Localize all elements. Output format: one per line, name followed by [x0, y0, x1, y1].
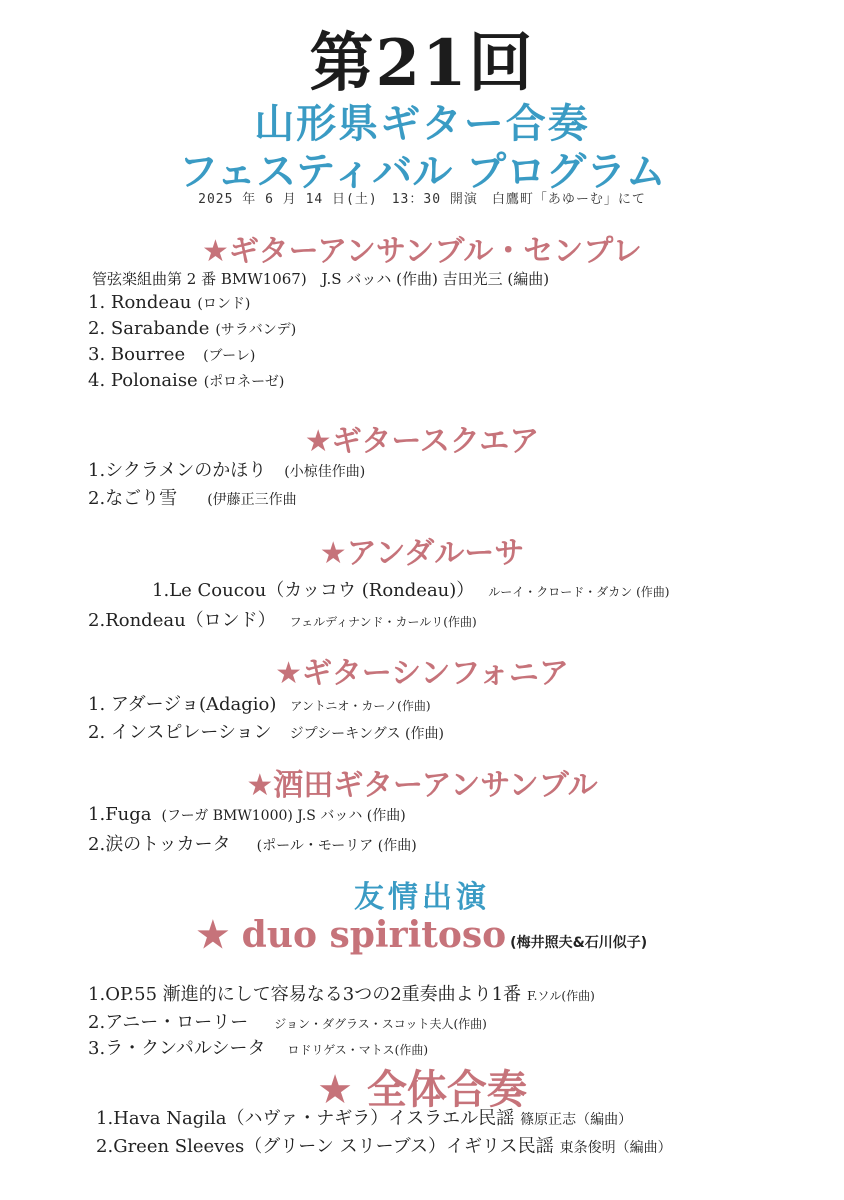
item-title: シクラメンのかほり: [105, 460, 267, 481]
item-number: 2.: [88, 1012, 106, 1033]
item-note: 篠原正志（編曲）: [520, 1112, 633, 1128]
program-item: [96, 1132, 672, 1158]
item-number: 2.: [88, 610, 106, 631]
item-number: 1.: [88, 460, 106, 481]
program-item: [88, 344, 255, 365]
item-title: ラ・クンパルシータ: [105, 1038, 266, 1059]
program-item: [88, 718, 444, 744]
item-title: Hava Nagila（ハヴァ・ナギラ）イスラエル民謡: [113, 1108, 515, 1129]
item-number: 2.: [88, 318, 106, 339]
item-note: ルーイ・クロード・ダカン (作曲): [488, 585, 670, 599]
program-item: [88, 830, 417, 856]
group-heading-sempre: ★ギターアンサンブル・センプレ: [202, 234, 642, 269]
item-title: Green Sleeves（グリーン スリーブス）イギリス民謡: [113, 1136, 554, 1157]
item-title: Rondeau（ロンド）: [105, 610, 276, 631]
item-number: 1.: [88, 804, 106, 825]
festival-title-line2: フェスティバル プログラム: [178, 149, 666, 195]
program-item: [88, 318, 296, 339]
program-item: [152, 576, 669, 602]
item-title: OP.55 漸進的にして容易なる3つの2重奏曲より1番: [105, 984, 522, 1005]
program-item: [88, 1034, 428, 1060]
item-number: 2.: [88, 488, 106, 509]
item-number: 1.: [88, 694, 106, 715]
item-note: (ブーレ): [203, 348, 256, 364]
item-note: ジプシーキングス (作曲): [289, 726, 444, 742]
program-item: [88, 292, 250, 313]
group-heading-duo: [0, 914, 844, 956]
program-item: [88, 370, 284, 391]
item-title: 涙のトッカータ: [105, 834, 231, 855]
item-note: アントニオ・カーノ(作曲): [290, 699, 431, 713]
item-note: (小椋佳作曲): [284, 464, 366, 480]
item-title: Rondeau: [110, 292, 192, 313]
item-number: 1.: [96, 1108, 114, 1129]
item-note: フェルディナンド・カールリ(作曲): [289, 615, 477, 629]
item-number: 2.: [88, 834, 106, 855]
item-title: なごり雪: [105, 488, 178, 509]
program-item: [88, 606, 477, 632]
festival-title-line1: 山形県ギター合奏: [254, 101, 590, 147]
item-note: ジョン・ダグラス・スコット夫人(作曲): [274, 1017, 487, 1031]
item-number: 4.: [88, 370, 106, 391]
item-note: (伊藤正三作曲: [207, 492, 297, 508]
program-item: [88, 690, 431, 716]
group-heading-finale: ★ 全体合奏: [317, 1067, 527, 1113]
group-heading-sakata: ★酒田ギターアンサンブル: [246, 768, 598, 803]
item-title: Polonaise: [110, 370, 198, 391]
item-note: (サラバンデ): [215, 322, 297, 338]
program-item: [88, 456, 365, 482]
program-item: [88, 1008, 487, 1034]
friendship-label: 友情出演: [354, 880, 490, 915]
duo-members: (梅井照夫&石川似子): [510, 935, 648, 951]
item-note: F.ソル(作曲): [527, 989, 595, 1003]
item-title: インスピレーション: [110, 722, 272, 743]
item-title: アニー・ローリー: [105, 1012, 249, 1033]
item-number: 3.: [88, 344, 106, 365]
section-subtitle: 管弦楽組曲第 2 番 BMW1067) J.S バッハ (作曲) 吉田光三 (編曲): [92, 270, 550, 288]
item-note: ロドリゲス・マトス(作曲): [287, 1043, 429, 1057]
item-note: (ロンド): [197, 296, 251, 312]
item-number: 2.: [96, 1136, 114, 1157]
item-note: (ポロネーゼ): [203, 374, 285, 390]
item-title: Le Coucou（カッコウ (Rondeau)）: [169, 580, 475, 601]
item-number: 1.: [88, 984, 106, 1005]
program-item: [88, 804, 406, 825]
program-item: [88, 484, 297, 510]
item-number: 1.: [152, 580, 170, 601]
item-number: 2.: [88, 722, 106, 743]
date-venue-line: 2025 年 6 月 14 日(土) 13：30 開演 白鷹町「あゆーむ」にて: [198, 192, 646, 207]
group-heading-andalusa: ★アンダルーサ: [319, 536, 525, 571]
duo-name: ★ duo spiritoso: [196, 914, 507, 956]
item-number: 3.: [88, 1038, 106, 1059]
item-note: (ポール・モーリア (作曲): [256, 838, 417, 854]
item-note: 東条俊明（編曲）: [559, 1140, 672, 1156]
program-item: [96, 1104, 632, 1130]
item-title: アダージョ(Adagio): [110, 694, 277, 715]
edition-title: 第21回: [309, 26, 535, 101]
group-heading-square: ★ギタースクエア: [304, 424, 540, 459]
item-number: 1.: [88, 292, 106, 313]
item-title: Bourree: [110, 344, 186, 365]
program-item: [88, 980, 595, 1006]
item-title: Sarabande: [110, 318, 210, 339]
item-title: Fuga: [105, 804, 152, 825]
group-heading-sinfonia: ★ギターシンフォニア: [275, 656, 569, 691]
item-note: (フーガ BMW1000) J.S バッハ (作曲): [161, 808, 406, 824]
